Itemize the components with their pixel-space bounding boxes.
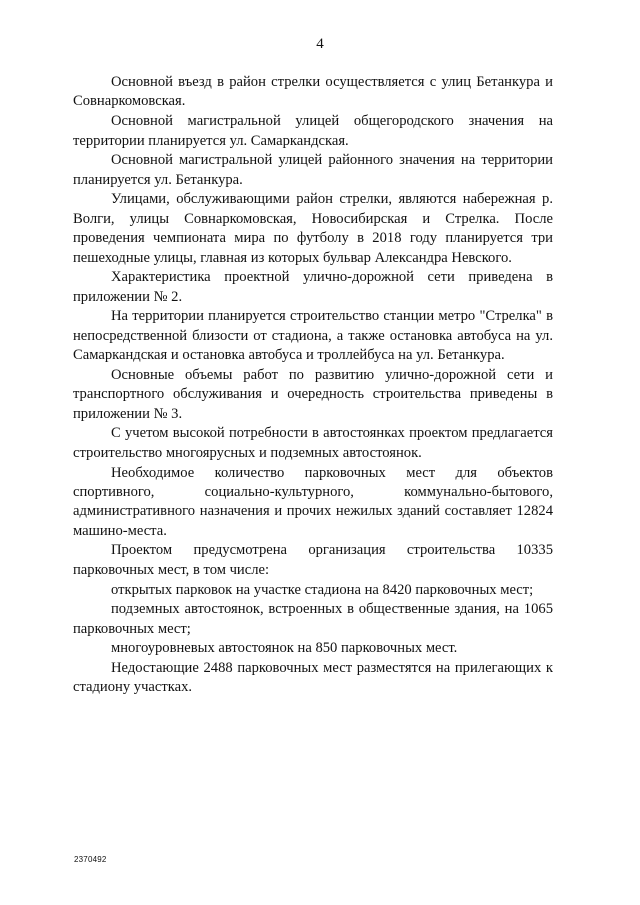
document-code: 2370492 bbox=[74, 855, 107, 864]
paragraph: Основной въезд в район стрелки осуществляется с улиц Бетанкура и Совнаркомовская. bbox=[73, 74, 553, 110]
paragraph: С учетом высокой потребности в автостоянках проектом предлагается строительство многоярусных и подземных автостоянок. bbox=[73, 425, 553, 461]
paragraph: Проектом предусмотрена организация строительства 10335 парковочных мест, в том числе: bbox=[73, 542, 553, 578]
page-number: 4 bbox=[316, 36, 324, 52]
document-body bbox=[73, 73, 553, 698]
paragraph: Основной магистральной улицей районного значения на территории планируется ул. Бетанкура. bbox=[73, 152, 553, 188]
list-item: открытых парковок на участке стадиона на 8420 парковочных мест; bbox=[111, 581, 534, 598]
paragraph: Характеристика проектной улично-дорожной сети приведена в приложении № 2. bbox=[73, 269, 553, 305]
paragraph: Недостающие 2488 парковочных мест разместятся на прилегающих к стадиону участках. bbox=[73, 660, 553, 696]
paragraph: Улицами, обслуживающими район стрелки, являются набережная р. Волги, улицы Совнаркомовская, Новосибирская и Стрелка. После проведения чемпионата мира по футболу в 2018 году планируется три пешеходные улицы, главная из которых бульвар Александра Невского. bbox=[73, 191, 553, 266]
paragraph: Основной магистральной улицей общегородского значения на территории планируется ул. Самаркандская. bbox=[73, 113, 553, 149]
list-item: многоуровневых автостоянок на 850 парковочных мест. bbox=[111, 640, 458, 657]
paragraph: Необходимое количество парковочных мест для объектов спортивного, социально-культурного, коммунально-бытового, административного назначения и прочих нежилых зданий составляет 12824 машино-места. bbox=[73, 464, 553, 539]
paragraph: Основные объемы работ по развитию улично-дорожной сети и транспортного обслуживания и очередность строительства приведены в приложении № 3. bbox=[73, 366, 553, 422]
list-item: подземных автостоянок, встроенных в общественные здания, на 1065 парковочных мест; bbox=[73, 601, 553, 637]
paragraph: На территории планируется строительство станции метро "Стрелка" в непосредственной близости от стадиона, а также остановка автобуса на ул. Самаркандская и остановка автобуса и троллейбуса на ул. Бетанкура. bbox=[73, 308, 553, 364]
